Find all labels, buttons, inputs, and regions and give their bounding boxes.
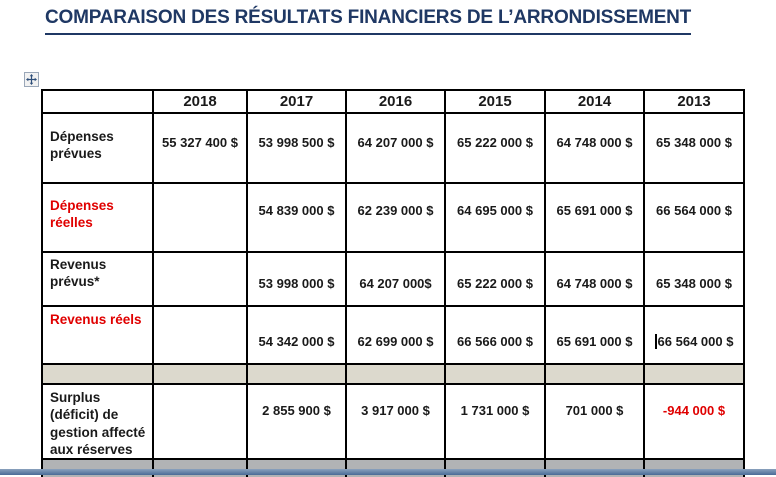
value-cell[interactable]: 55 327 400 $ [153, 113, 247, 183]
financial-table [41, 89, 745, 477]
value-cell[interactable]: 53 998 500 $ [247, 113, 346, 183]
value-cell[interactable]: 701 000 $ [545, 384, 644, 459]
table-row [42, 364, 744, 384]
value-cell[interactable]: 64 748 000 $ [545, 252, 644, 306]
value-cell[interactable]: 1 731 000 $ [445, 384, 545, 459]
value-cell[interactable]: 66 564 000 $ [644, 306, 744, 364]
row-label-cell[interactable] [42, 364, 153, 384]
year-column-header[interactable]: 2014 [545, 90, 644, 113]
header-row [42, 90, 744, 113]
value-cell[interactable]: 53 998 000 $ [247, 252, 346, 306]
value-cell[interactable]: 65 222 000 $ [445, 252, 545, 306]
value-cell[interactable]: 2 855 900 $ [247, 384, 346, 459]
value-cell[interactable] [346, 364, 445, 384]
value-cell[interactable]: 54 342 000 $ [247, 306, 346, 364]
value-cell[interactable] [445, 364, 545, 384]
move-cross-icon [26, 74, 37, 85]
row-label-cell[interactable]: Dépenses réelles [42, 183, 153, 252]
label-column-header[interactable] [42, 90, 153, 113]
value-cell[interactable]: 65 348 000 $ [644, 252, 744, 306]
table-row [42, 252, 744, 306]
value-cell[interactable] [153, 364, 247, 384]
table-move-handle[interactable] [24, 72, 39, 87]
value-cell[interactable] [153, 384, 247, 459]
year-column-header[interactable]: 2017 [247, 90, 346, 113]
table-row [42, 113, 744, 183]
row-label-cell[interactable]: Surplus (déficit) de gestion affecté aux réserves [42, 384, 153, 459]
value-cell[interactable]: 64 207 000$ [346, 252, 445, 306]
year-column-header[interactable]: 2013 [644, 90, 744, 113]
value-cell[interactable]: 64 748 000 $ [545, 113, 644, 183]
value-cell[interactable]: 3 917 000 $ [346, 384, 445, 459]
table-row [42, 384, 744, 459]
table-row [42, 306, 744, 364]
row-label-cell[interactable]: Revenus réels [42, 306, 153, 364]
value-cell[interactable]: 65 691 000 $ [545, 306, 644, 364]
page-title: COMPARAISON DES RÉSULTATS FINANCIERS DE L’ARRONDISSEMENT [45, 7, 691, 35]
year-column-header[interactable]: 2015 [445, 90, 545, 113]
value-cell[interactable] [153, 252, 247, 306]
text-cursor [655, 334, 657, 349]
year-column-header[interactable]: 2018 [153, 90, 247, 113]
value-cell[interactable] [545, 364, 644, 384]
value-cell[interactable] [644, 364, 744, 384]
value-cell[interactable]: 54 839 000 $ [247, 183, 346, 252]
year-column-header[interactable]: 2016 [346, 90, 445, 113]
row-label-cell[interactable]: Revenus prévus* [42, 252, 153, 306]
table-row [42, 183, 744, 252]
value-cell[interactable]: 65 222 000 $ [445, 113, 545, 183]
value-cell[interactable] [153, 183, 247, 252]
value-cell[interactable]: 62 239 000 $ [346, 183, 445, 252]
window-bottom-border [0, 469, 776, 475]
value-cell[interactable] [153, 306, 247, 364]
value-cell[interactable]: 65 348 000 $ [644, 113, 744, 183]
table-body [42, 113, 744, 477]
row-label-cell[interactable]: Dépenses prévues [42, 113, 153, 183]
value-cell[interactable]: 65 691 000 $ [545, 183, 644, 252]
value-cell[interactable] [247, 364, 346, 384]
value-cell[interactable]: 64 207 000 $ [346, 113, 445, 183]
value-cell[interactable]: 66 566 000 $ [445, 306, 545, 364]
value-cell[interactable]: 64 695 000 $ [445, 183, 545, 252]
value-cell[interactable]: 62 699 000 $ [346, 306, 445, 364]
value-cell[interactable]: -944 000 $ [644, 384, 744, 459]
value-cell[interactable]: 66 564 000 $ [644, 183, 744, 252]
